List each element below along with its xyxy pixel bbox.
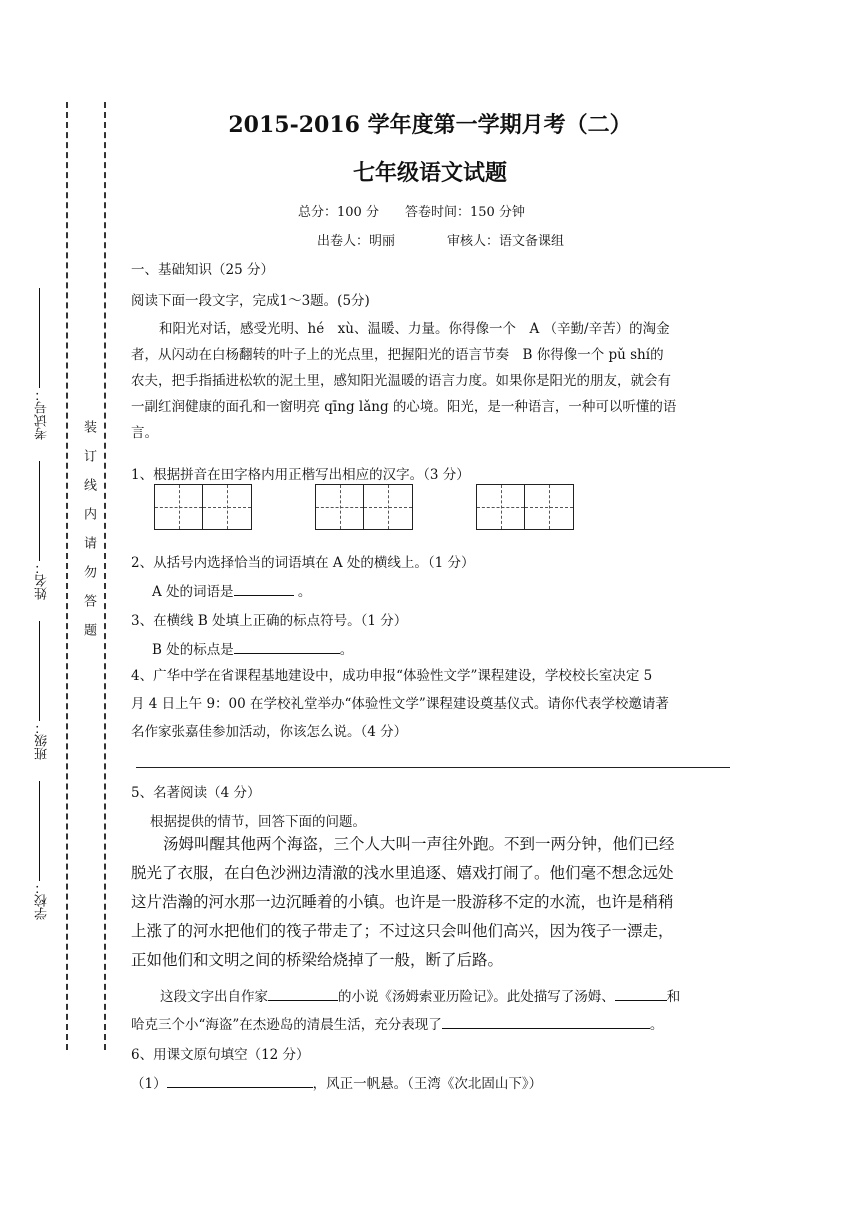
- tianzige-cell[interactable]: [525, 485, 573, 529]
- author-line: 出卷人：明丽 审核人：语文备课组: [317, 234, 565, 249]
- score-time-line: 总分：100 分 答卷时间：150 分钟: [298, 205, 525, 220]
- question-3: 3、在横线 B 处填上正确的标点符号。（1 分）: [131, 613, 408, 629]
- passage-line: 者，从闪动在白杨翻转的叶子上的光点里，把握阳光的语言节奏 B 你得像一个 pǔ shí的: [131, 347, 664, 363]
- binding-label-exam-number: 考试号：: [34, 225, 51, 440]
- story-line: 这片浩瀚的河水那一边沉睡着的小镇。也许是一股游移不定的水流，也许是稍稍: [131, 893, 674, 911]
- binding-label-school: 学校：: [34, 790, 51, 920]
- tianzige-cell[interactable]: [155, 485, 203, 529]
- exam-title: 2015-2016 学年度第一学期月考（二）: [228, 112, 632, 138]
- binding-label-name: 姓名：: [34, 470, 51, 600]
- passage-line: 言。: [131, 425, 158, 441]
- binding-dashed-line-left: [66, 102, 68, 1050]
- story-line: 正如他们和文明之间的桥梁给烧掉了一般，断了后路。: [131, 951, 504, 969]
- answer-blank-b[interactable]: [234, 638, 340, 654]
- story-line: 脱光了衣服，在白色沙洲边清澈的浅水里追逐、嬉戏打闹了。他们毫不想念远处: [131, 864, 674, 882]
- tianzige-box-3[interactable]: [476, 484, 574, 530]
- answer-line-q4[interactable]: [136, 767, 730, 768]
- answer-blank-a[interactable]: [234, 580, 294, 596]
- section1-heading: 一、基础知识（25 分）: [131, 262, 274, 278]
- section1-intro: 阅读下面一段文字，完成1～3题。(5分): [131, 293, 370, 309]
- q5-fill-line-2: 哈克三个小“海盗”在杰逊岛的清晨生活，充分表现了 。: [131, 1013, 663, 1033]
- question-3-answer: B 处的标点是 。: [152, 638, 353, 658]
- blank-author[interactable]: [268, 985, 338, 1001]
- tianzige-box-2[interactable]: [315, 484, 413, 530]
- binding-notice: 装订线内请勿答题: [81, 420, 96, 652]
- section1-passage: [131, 316, 731, 446]
- tianzige-box-1[interactable]: [154, 484, 252, 530]
- question-6-item-1: （1） ，风正一帆悬。（王湾《次北固山下》）: [131, 1072, 542, 1092]
- passage-line: 农夫，把手指插进松软的泥土里，感知阳光温暖的语言力度。如果你是阳光的朋友，就会有: [131, 373, 671, 389]
- passage-line: 一副红润健康的面孔和一窗明亮 qīng lǎng 的心境。阳光，是一种语言，一种可以听懂的语: [131, 399, 677, 415]
- blank-character[interactable]: [615, 985, 667, 1001]
- binding-dashed-line-right: [104, 102, 106, 1050]
- q5-fill-line-1: 这段文字出自作家 的小说《汤姆索亚历险记》。此处描写了汤姆、 和: [160, 985, 680, 1005]
- question-5-instruction: 根据提供的情节，回答下面的问题。: [150, 814, 366, 830]
- question-2: 2、从括号内选择恰当的词语填在 A 处的横线上。（1 分）: [131, 555, 475, 571]
- tianzige-cell[interactable]: [203, 485, 251, 529]
- question-2-answer: A 处的词语是 。: [152, 580, 311, 600]
- exam-subtitle: 七年级语文试题: [352, 160, 507, 186]
- blank-poem-line[interactable]: [167, 1072, 313, 1088]
- tianzige-cell[interactable]: [364, 485, 412, 529]
- binding-label-class: 班级：: [34, 630, 51, 760]
- question-6-heading: 6、用课文原句填空（12 分）: [131, 1047, 310, 1063]
- blank-theme[interactable]: [442, 1013, 650, 1029]
- passage-line: 和阳光对话，感受光明、hé xù、温暖、力量。你得像一个 A （辛勤/辛苦）的淘金: [159, 321, 670, 337]
- story-line: 上涨了的河水把他们的筏子带走了；不过这只会叫他们高兴，因为筏子一漂走，: [131, 922, 674, 940]
- question-5-heading: 5、名著阅读（4 分）: [131, 785, 261, 801]
- q5-story: [131, 830, 731, 975]
- question-1: 1、根据拼音在田字格内用正楷写出相应的汉字。（3 分）: [131, 467, 470, 483]
- question-4: 4、广华中学在省课程基地建设中，成功申报“体验性文学”课程建设，学校校长室决定 5 月 4 日上午 9：00 在学校礼堂举办“体验性文学”课程建设奠基仪式。请你代表学校邀请著 名作家张嘉佳参加活动，你该怎么说。（4 分）: [131, 668, 669, 740]
- story-line: 汤姆叫醒其他两个海盗，三个人大叫一声往外跑。不到一两分钟，他们已经: [163, 835, 675, 853]
- tianzige-cell[interactable]: [477, 485, 525, 529]
- tianzige-cell[interactable]: [316, 485, 364, 529]
